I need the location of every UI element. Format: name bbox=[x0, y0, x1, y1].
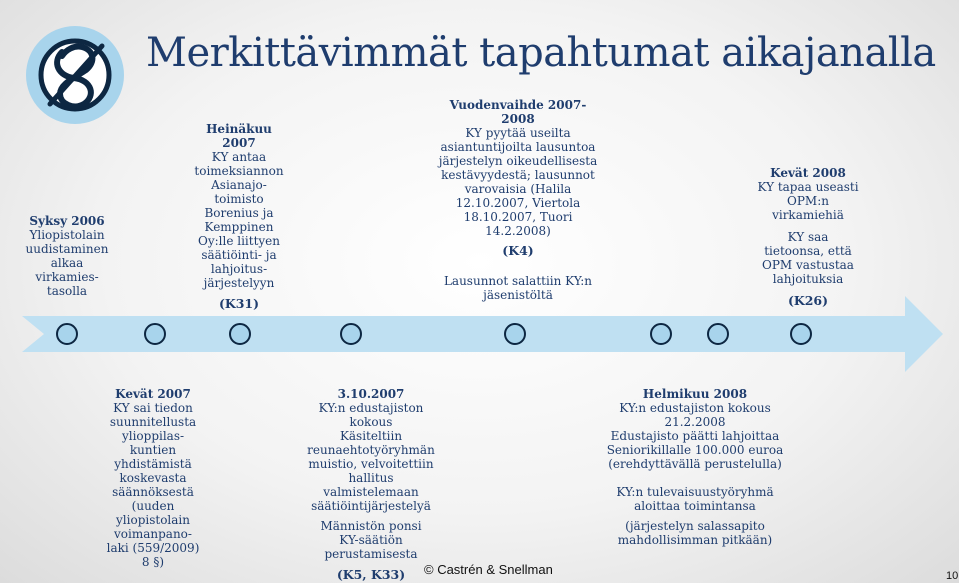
event-line: asiantuntijoilta lausuntoa bbox=[440, 140, 596, 154]
event-line: perustamisesta bbox=[324, 547, 418, 561]
timeline-point bbox=[504, 323, 526, 345]
event-heading: 2008 bbox=[501, 112, 535, 126]
event-line: säätiöintijärjestelyä bbox=[311, 499, 431, 513]
event-line: Oy:lle liittyen bbox=[197, 234, 281, 248]
event-line: mahdollisimman pitkään) bbox=[617, 533, 773, 547]
event-code: (K26) bbox=[787, 293, 829, 308]
event-3-10-2007 bbox=[297, 387, 445, 582]
event-line: KY:n tulevaisuustyöryhmä bbox=[616, 485, 774, 499]
event-line: yhdistämistä bbox=[114, 457, 192, 471]
event-line: säätiöinti- ja bbox=[201, 248, 277, 262]
timeline-point bbox=[650, 323, 672, 345]
event-code: (K4) bbox=[502, 243, 534, 258]
event-line: tietoonsa, että bbox=[764, 244, 852, 258]
event-heading: 3.10.2007 bbox=[337, 387, 405, 401]
event-line: toimisto bbox=[214, 192, 264, 206]
event-line: Asianajo- bbox=[211, 178, 267, 192]
event-line: muistio, velvoitettiin bbox=[308, 457, 434, 471]
event-extra-note: Lausunnot salattiin KY:n jäsenistöltä bbox=[443, 274, 593, 302]
event-line: lahjoitus- bbox=[210, 262, 268, 276]
event-line: kokous bbox=[349, 415, 393, 429]
event-line: Männistön ponsi bbox=[320, 519, 422, 533]
event-line: toimeksiannon bbox=[194, 164, 284, 178]
event-line: Käsiteltiin bbox=[339, 429, 403, 443]
event-line: ylioppilas- bbox=[121, 429, 185, 443]
event-line: Edustajisto päätti lahjoittaa bbox=[610, 429, 780, 443]
event-heading: Vuodenvaihde 2007- bbox=[449, 98, 587, 112]
event-line: reunaehtotyöryhmän bbox=[307, 443, 435, 457]
page-number: 10 bbox=[946, 570, 959, 582]
event-line: yliopistolain bbox=[116, 513, 190, 527]
event-line: Kemppinen bbox=[204, 220, 274, 234]
timeline-point bbox=[144, 323, 166, 345]
event-code: (K5, K33) bbox=[336, 567, 406, 582]
event-line: virkamiehiä bbox=[772, 208, 844, 222]
event-line: OPM vastustaa bbox=[762, 258, 854, 272]
event-line: 12.10.2007, Viertola bbox=[455, 196, 581, 210]
event-line: varovaisia (Halila bbox=[464, 182, 572, 196]
event-line: tasolla bbox=[46, 284, 88, 298]
event-line: säännöksestä bbox=[112, 485, 194, 499]
event-line: lahjoituksia bbox=[772, 272, 844, 286]
event-line: 21.2.2008 bbox=[664, 415, 726, 429]
event-heading: Helmikuu 2008 bbox=[642, 387, 748, 401]
timeline-point bbox=[56, 323, 78, 345]
event-line: 14.2.2008) bbox=[485, 224, 551, 238]
event-line: valmistelemaan bbox=[323, 485, 419, 499]
footer-copyright: © Castrén & Snellman bbox=[424, 562, 553, 577]
event-heading: Kevät 2008 bbox=[770, 166, 846, 180]
timeline-point bbox=[340, 323, 362, 345]
event-line: laki (559/2009) bbox=[106, 541, 200, 555]
event-kevat-2007 bbox=[94, 387, 212, 569]
event-code: (K31) bbox=[218, 296, 260, 311]
timeline-point bbox=[790, 323, 812, 345]
event-line: (uuden bbox=[131, 499, 175, 513]
event-line: KY saa bbox=[787, 230, 829, 244]
event-heading: Syksy 2006 bbox=[29, 214, 105, 228]
event-line: KY:n edustajiston bbox=[318, 401, 424, 415]
event-line: (erehdyttävällä perustelulla) bbox=[608, 457, 782, 471]
event-line: suunnitellusta bbox=[109, 415, 197, 429]
timeline-point bbox=[229, 323, 251, 345]
event-line: KY sai tiedon bbox=[113, 401, 193, 415]
event-line: alkaa bbox=[50, 256, 84, 270]
event-line: KY antaa bbox=[211, 150, 267, 164]
event-heading: Heinäkuu bbox=[206, 122, 272, 136]
event-line: KY:n edustajiston kokous bbox=[619, 401, 771, 415]
event-line: järjestelyyn bbox=[203, 276, 275, 290]
timeline-point bbox=[707, 323, 729, 345]
event-line: Borenius ja bbox=[204, 206, 274, 220]
event-heading: 2007 bbox=[222, 136, 256, 150]
event-line: OPM:n bbox=[787, 194, 829, 208]
event-line: Seniorikillalle 100.000 euroa bbox=[606, 443, 784, 457]
page-title: Merkittävimmät tapahtumat aikajanalla bbox=[146, 30, 936, 76]
event-line: koskevasta bbox=[119, 471, 187, 485]
event-line: kuntien bbox=[129, 443, 177, 457]
event-line: Yliopistolain bbox=[29, 228, 105, 242]
event-line: KY-säätiön bbox=[339, 533, 403, 547]
event-line: KY tapaa useasti bbox=[757, 180, 859, 194]
event-line: aloittaa toimintansa bbox=[634, 499, 756, 513]
event-line: (järjestelyn salassapito bbox=[625, 519, 765, 533]
event-line: 18.10.2007, Tuori bbox=[463, 210, 573, 224]
event-heading: Kevät 2007 bbox=[115, 387, 191, 401]
event-helmikuu-2008 bbox=[600, 387, 790, 547]
event-line: uudistaminen bbox=[25, 242, 109, 256]
event-line: 8 §) bbox=[141, 555, 165, 569]
event-line: KY pyytää useilta bbox=[465, 126, 571, 140]
event-line: virkamies- bbox=[35, 270, 99, 284]
event-line: kestävyydestä; lausunnot bbox=[441, 168, 595, 182]
event-line: hallitus bbox=[348, 471, 394, 485]
event-line: järjestelyn oikeudellisesta bbox=[438, 154, 598, 168]
event-line: voimanpano- bbox=[114, 527, 192, 541]
